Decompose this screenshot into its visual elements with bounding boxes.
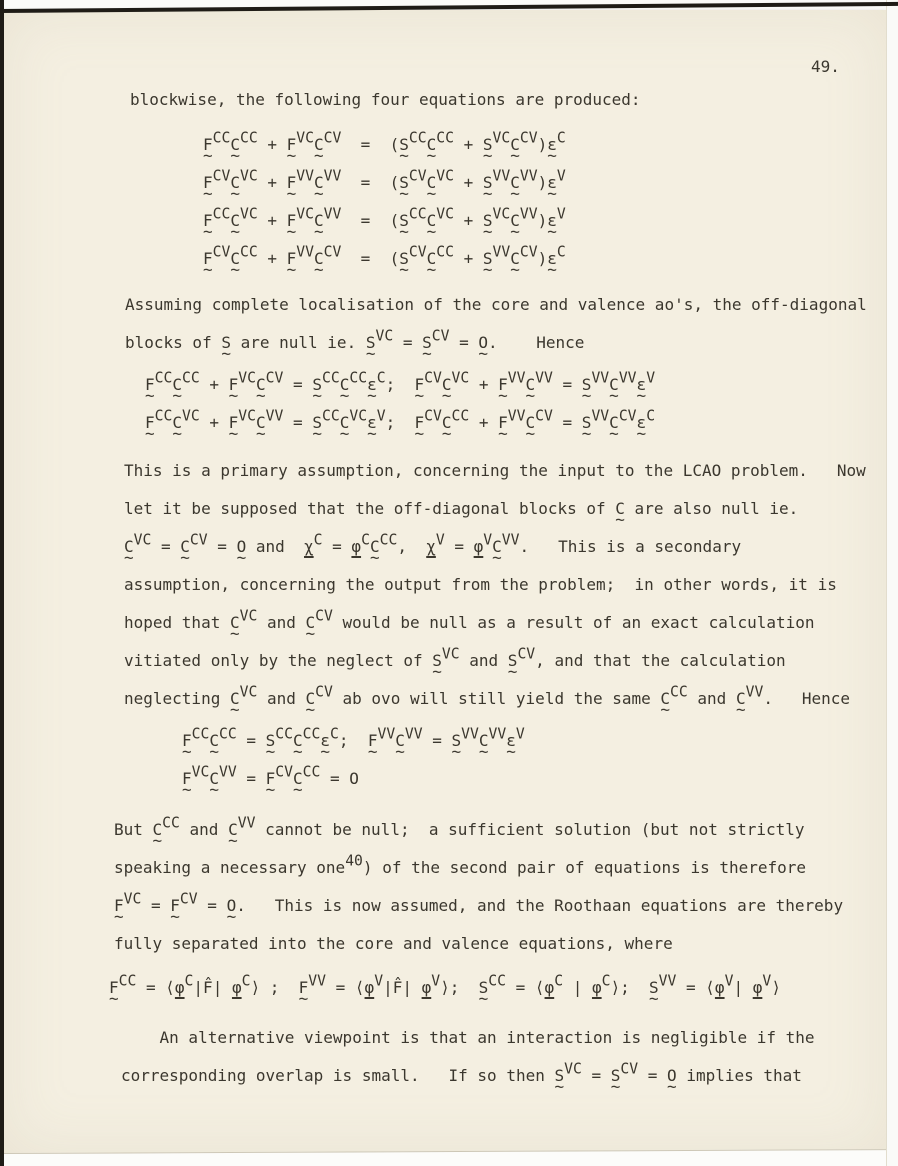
tilde-under-char: F ~ [287,212,297,231]
superscript: CV [323,129,342,147]
tilde-under-char: F ~ [170,897,180,916]
paragraph-alternative-line-2: corresponding overlap is small. If so then S ~$^{VC}$ = S ~$^{CV}$ = O ~ implies that [121,1057,815,1095]
tilde-under-char: F ~ [145,376,155,395]
superscript: CC [302,725,321,743]
underlined-char: φ [364,978,375,997]
superscript: CC [488,972,507,990]
paragraph-primary-line-5: hoped that C ~$^{VC}$ and C ~$^{CV}$ would be null as a result of an exact calculation [124,604,866,642]
tilde-under-char: C ~ [230,136,240,155]
paragraph-intro [130,81,641,119]
tilde-under-char: C ~ [256,414,266,433]
tilde-under-char: C ~ [209,732,219,751]
tilde-under-char: C ~ [340,414,350,433]
tilde-under-char: S ~ [508,652,518,671]
tilde-under-char: S ~ [399,250,409,269]
superscript: CV [620,1060,639,1078]
tilde-under-char: C ~ [427,174,437,193]
equation-block-hence [182,722,525,798]
superscript: CC [321,369,340,387]
superscript: CC [191,725,210,743]
superscript: C [554,972,564,990]
tilde-under-char: ε ~ [506,732,516,751]
equation-block-four-blockwise [203,126,566,278]
superscript: VC [133,531,152,549]
tilde-under-char: F ~ [109,979,119,998]
superscript: VV [501,531,520,549]
superscript: C [330,725,339,743]
superscript: VV [377,725,396,743]
superscript: VV [519,205,538,223]
tilde-under-char: F ~ [414,414,424,433]
tilde-under-char: C ~ [615,500,625,519]
superscript: V [556,205,566,223]
superscript: VV [618,369,637,387]
tilde-under-char: F ~ [287,174,297,193]
superscript: VC [375,327,394,345]
tilde-under-char: F ~ [498,376,508,395]
superscript: CC [212,205,231,223]
tilde-under-char: ε ~ [547,174,557,193]
tilde-under-char: S ~ [483,212,493,231]
tilde-under-char: C ~ [153,821,163,840]
underlined-char: φ [473,537,484,556]
superscript: CC [240,243,258,261]
tilde-under-char: ε ~ [547,250,557,269]
superscript: CC [321,407,340,425]
tilde-under-char: C ~ [293,732,303,751]
tilde-under-char: ε ~ [367,414,377,433]
tilde-under-char: ε ~ [320,732,330,751]
superscript: C [313,531,323,549]
paragraph-sufficient-solution [114,811,843,963]
tilde-under-char: C ~ [228,821,238,840]
superscript: VC [296,129,315,147]
superscript: CC [118,972,137,990]
tilde-under-char: C ~ [293,770,303,789]
equation-block-localised [145,366,655,442]
superscript: CV [519,243,538,261]
tilde-under-char: F ~ [203,212,213,231]
superscript: CV [408,243,427,261]
paragraph-primary-line-3: C ~$^{VC}$ = C ~$^{CV}$ = O ~ and $\chi^C = \varphi^CC$ ~$^{CC}$, $\chi^V = \varphi^VC$ ~$^{VV}$. This is a secondary [124,528,866,566]
tilde-under-char: C ~ [180,538,190,557]
tilde-under-char: C ~ [510,212,520,231]
superscript: V [435,531,445,549]
tilde-under-char: F ~ [182,732,192,751]
tilde-under-char: C ~ [230,212,240,231]
tilde-under-char: S ~ [366,334,376,353]
superscript: V [515,725,525,743]
tilde-under-char: ε ~ [367,376,377,395]
tilde-under-char: S ~ [611,1067,621,1086]
superscript: V [762,972,772,990]
tilde-under-char: C ~ [736,690,746,709]
underlined-char: φ [591,978,602,997]
superscript: VV [265,407,284,425]
tilde-under-char: S ~ [479,979,489,998]
superscript: CV [189,531,208,549]
superscript: VV [507,407,526,425]
tilde-under-char: C ~ [340,376,350,395]
tilde-under-char: F ~ [368,732,378,751]
superscript: VC [123,890,142,908]
paragraph-alternative [121,1019,815,1095]
tilde-under-char: O ~ [237,538,247,557]
tilde-under-char: F ~ [299,979,309,998]
superscript: VV [535,369,553,387]
paragraph-sufficient-line-1: But C ~$^{CC}$ and C ~$^{VV}$ cannot be null; a sufficient solution (but not strictly [114,811,843,849]
paragraph-primary-line-6: vitiated only by the neglect of S ~$^{VC}$ and S ~$^{CV}$, and that the calculation [124,642,866,680]
superscript: CC [408,205,427,223]
tilde-under-char: C ~ [230,614,240,633]
superscript: VC [296,205,315,223]
superscript: CC [154,369,173,387]
superscript: V [646,369,656,387]
tilde-under-char: ε ~ [547,212,557,231]
superscript: CV [212,243,231,261]
superscript: CC [436,129,454,147]
tilde-under-char: S ~ [451,732,461,751]
tilde-under-char: F ~ [229,376,239,395]
tilde-under-char: C ~ [172,376,182,395]
tilde-under-char: C ~ [314,136,324,155]
tilde-under-char: F ~ [203,250,213,269]
paragraph-sufficient-line-4: fully separated into the core and valence equations, where [114,934,673,953]
superscript: VC [238,369,257,387]
superscript: CV [265,369,284,387]
tilde-under-char: O ~ [227,897,237,916]
tilde-under-char: O ~ [478,334,488,353]
superscript: VV [507,369,526,387]
superscript: VV [404,725,423,743]
tilde-under-char: S ~ [483,136,493,155]
paragraph-primary-line-4: assumption, concerning the output from the problem; in other words, it is [124,575,837,594]
scan-left-edge [0,0,4,1166]
tilde-under-char: S ~ [422,334,432,353]
tilde-under-char: C ~ [230,174,240,193]
superscript: VC [182,407,200,425]
superscript: VC [436,167,454,185]
superscript: VC [436,205,454,223]
tilde-under-char: C ~ [526,414,536,433]
underlined-char: φ [421,978,432,997]
superscript: VV [237,814,256,832]
superscript: V [483,531,493,549]
superscript: CV [212,167,231,185]
tilde-under-char: C ~ [306,614,316,633]
tilde-under-char: C ~ [209,770,219,789]
superscript: V [376,407,386,425]
tilde-under-char: C ~ [306,690,316,709]
underlined-char: φ [231,978,242,997]
superscript: CV [323,243,342,261]
superscript: VV [658,972,677,990]
superscript: CC [436,243,454,261]
superscript: V [374,972,384,990]
paragraph-alternative-line-1: An alternative viewpoint is that an interaction is negligible if the [121,1028,815,1047]
superscript: CC [349,369,368,387]
underlined-char: φ [174,978,185,997]
page-number: 49. [811,57,840,76]
superscript: C [361,531,370,549]
equation-block-brakets [109,969,781,1007]
superscript: C [601,972,611,990]
superscript: CV [315,607,333,625]
superscript: VV [745,683,764,701]
tilde-under-char: S ~ [554,1067,564,1086]
tilde-under-char: ε ~ [637,376,647,395]
superscript: CC [451,407,470,425]
tilde-under-char: F ~ [203,136,213,155]
tilde-under-char: C ~ [442,414,452,433]
equation-6: F ~$^{CC}$C ~$^{VC}$ + F ~$^{VC}$C ~$^{VV}$ = S ~$^{CC}$C ~$^{VC}$ε ~$^V$; F ~$^{CV}$C ~$^{CC}$ + F ~$^{VV}$C ~$^{CV}$ = S ~$^{VV}$C ~$^{CV}$ε ~$^C$ [145,404,655,442]
superscript: C [184,972,194,990]
tilde-under-char: C ~ [442,376,452,395]
tilde-under-char: ε ~ [637,414,647,433]
superscript: VV [519,167,538,185]
superscript: VC [451,369,470,387]
tilde-under-char: S ~ [399,212,409,231]
tilde-under-char: C ~ [124,538,134,557]
tilde-under-char: F ~ [266,770,276,789]
superscript: VV [323,205,342,223]
tilde-under-char: F ~ [498,414,508,433]
paragraph-primary-assumption [124,452,866,718]
superscript: VC [238,407,257,425]
paragraph-intro-line-1: blockwise, the following four equations are produced: [130,90,641,109]
tilde-under-char: C ~ [172,414,182,433]
superscript: VV [591,407,610,425]
paragraph-assuming [125,286,867,362]
tilde-under-char: C ~ [492,538,502,557]
superscript: CC [212,129,231,147]
equation-1: F ~$^{CC}$C ~$^{CC}$ + F ~$^{VC}$C ~$^{CV}$ = (S ~$^{CC}$C ~$^{CC}$ + S ~$^{VC}$C ~$^{CV}$)ε ~$^C$ [203,126,566,164]
superscript: CV [618,407,637,425]
superscript: VV [308,972,327,990]
paragraph-assuming-line-2: blocks of S ~ are null ie. S ~$^{VC}$ = S ~$^{CV}$ = O ~. Hence [125,324,867,362]
tilde-under-char: C ~ [370,538,380,557]
tilde-under-char: F ~ [182,770,192,789]
superscript: CV [517,645,536,663]
tilde-under-char: F ~ [145,414,155,433]
superscript: VV [219,763,237,781]
tilde-under-char: C ~ [526,376,536,395]
paragraph-sufficient-line-2: speaking a necessary one$^{40}$) of the second pair of equations is therefore [114,852,807,877]
tilde-under-char: O ~ [667,1067,677,1086]
tilde-under-char: C ~ [395,732,405,751]
superscript: V [724,972,734,990]
superscript: CC [670,683,688,701]
tilde-under-char: S ~ [312,376,322,395]
tilde-under-char: S ~ [221,334,231,353]
superscript: C [241,972,251,990]
tilde-under-char: S ~ [399,136,409,155]
superscript: VC [239,607,258,625]
tilde-under-char: C ~ [230,250,240,269]
superscript: CV [179,890,198,908]
tilde-under-char: C ~ [479,732,489,751]
tilde-under-char: C ~ [660,690,670,709]
tilde-under-char: ε ~ [547,136,557,155]
tilde-under-char: S ~ [483,174,493,193]
superscript: CC [379,531,398,549]
underlined-char: χ [426,537,436,556]
superscript: CC [219,725,237,743]
paragraph-sufficient-line-3: F ~$^{VC}$ = F ~$^{CV}$ = O ~. This is now assumed, and the Roothaan equations are thereby [114,887,843,925]
tilde-under-char: C ~ [230,690,240,709]
underlined-char: φ [351,537,362,556]
superscript: CV [535,407,553,425]
superscript: CC [275,725,294,743]
superscript: VV [492,167,511,185]
tilde-under-char: S ~ [582,414,592,433]
superscript: CC [162,814,180,832]
superscript: VC [239,683,258,701]
superscript: CC [408,129,427,147]
equation-2: F ~$^{CV}$C ~$^{VC}$ + F ~$^{VV}$C ~$^{VV}$ = (S ~$^{CV}$C ~$^{VC}$ + S ~$^{VV}$C ~$^{VV}$)ε ~$^V$ [203,164,566,202]
paragraph-primary-line-7: neglecting C ~$^{VC}$ and C ~$^{CV}$ ab ovo will still yield the same C ~$^{CC}$ and C ~$^{VV}$. Hence [124,680,866,718]
superscript: CV [424,407,442,425]
superscript: CV [431,327,450,345]
underlined-char: χ [304,537,314,556]
superscript: VV [591,369,610,387]
tilde-under-char: C ~ [314,250,324,269]
superscript: VV [296,243,315,261]
tilde-under-char: S ~ [312,414,322,433]
tilde-under-char: C ~ [609,376,619,395]
tilde-under-char: C ~ [510,136,520,155]
underlined-char: φ [752,978,763,997]
superscript: CV [315,683,333,701]
tilde-under-char: C ~ [427,212,437,231]
equation-4: F ~$^{CV}$C ~$^{CC}$ + F ~$^{VV}$C ~$^{CV}$ = (S ~$^{CV}$C ~$^{CC}$ + S ~$^{VV}$C ~$^{CV}$)ε ~$^C$ [203,240,566,278]
tilde-under-char: C ~ [427,136,437,155]
superscript: VC [492,205,511,223]
tilde-under-char: C ~ [256,376,266,395]
tilde-under-char: F ~ [414,376,424,395]
tilde-under-char: S ~ [266,732,276,751]
tilde-under-char: S ~ [483,250,493,269]
tilde-under-char: C ~ [427,250,437,269]
superscript: CV [424,369,442,387]
superscript: VV [323,167,342,185]
superscript: VC [240,167,258,185]
superscript: VC [191,763,210,781]
tilde-under-char: F ~ [287,136,297,155]
tilde-under-char: F ~ [114,897,124,916]
paragraph-assuming-line-1: Assuming complete localisation of the core and valence ao's, the off-diagonal [125,295,867,314]
superscript: 40 [345,852,363,870]
equation-7: F ~$^{CC}$C ~$^{CC}$ = S ~$^{CC}$C ~$^{CC}$ε ~$^C$; F ~$^{VV}$C ~$^{VV}$ = S ~$^{VV}$C ~$^{VV}$ε ~$^V$ [182,722,525,760]
tilde-under-char: F ~ [203,174,213,193]
superscript: VC [240,205,258,223]
superscript: V [431,972,441,990]
equation-8: F ~$^{VC}$C ~$^{VV}$ = F ~$^{CV}$C ~$^{CC}$ = O [182,760,525,798]
superscript: VV [492,243,511,261]
superscript: C [646,407,656,425]
superscript: CC [154,407,173,425]
underlined-char: φ [544,978,555,997]
paragraph-primary-line-1: This is a primary assumption, concerning the input to the LCAO problem. Now [124,461,866,480]
superscript: C [376,369,386,387]
tilde-under-char: C ~ [510,174,520,193]
tilde-under-char: S ~ [399,174,409,193]
tilde-under-char: S ~ [649,979,659,998]
tilde-under-char: F ~ [229,414,239,433]
tilde-under-char: C ~ [609,414,619,433]
tilde-under-char: C ~ [510,250,520,269]
underlined-char: φ [714,978,725,997]
superscript: VV [461,725,479,743]
tilde-under-char: S ~ [432,652,442,671]
superscript: CV [408,167,427,185]
superscript: VC [492,129,511,147]
tilde-under-char: C ~ [314,174,324,193]
equation-5: F ~$^{CC}$C ~$^{CC}$ + F ~$^{VC}$C ~$^{CV}$ = S ~$^{CC}$C ~$^{CC}$ε ~$^C$; F ~$^{CV}$C ~$^{VC}$ + F ~$^{VV}$C ~$^{VV}$ = S ~$^{VV}$C ~$^{VV}$ε ~$^V$ [145,366,655,404]
equation-9: F ~$^{CC}$ = $⟨\varphi^C|F̂|$ $\varphi^C⟩$ ; F ~$^{VV}$ = $⟨\varphi^V|F̂|$ $\varphi^V⟩$; S ~$^{CC}$ = $⟨\varphi^C$ | $\varphi^C⟩$; S ~$^{VV}$ = $⟨\varphi^V|$ $\varphi^V⟩$ [109,969,781,1007]
superscript: VV [296,167,315,185]
superscript: V [556,167,566,185]
tilde-under-char: C ~ [314,212,324,231]
tilde-under-char: F ~ [287,250,297,269]
tilde-under-char: S ~ [582,376,592,395]
superscript: VV [488,725,507,743]
superscript: CC [240,129,258,147]
superscript: VC [349,407,368,425]
superscript: CC [302,763,321,781]
superscript: VC [564,1060,582,1078]
superscript: CV [275,763,294,781]
superscript: CV [519,129,538,147]
equation-3: F ~$^{CC}$C ~$^{VC}$ + F ~$^{VC}$C ~$^{VV}$ = (S ~$^{CC}$C ~$^{VC}$ + S ~$^{VC}$C ~$^{VV}$)ε ~$^V$ [203,202,566,240]
superscript: C [556,243,566,261]
superscript: C [556,129,566,147]
superscript: CC [182,369,200,387]
paragraph-primary-line-2: let it be supposed that the off-diagonal blocks of C ~ are also null ie. [124,490,866,528]
superscript: VC [441,645,460,663]
